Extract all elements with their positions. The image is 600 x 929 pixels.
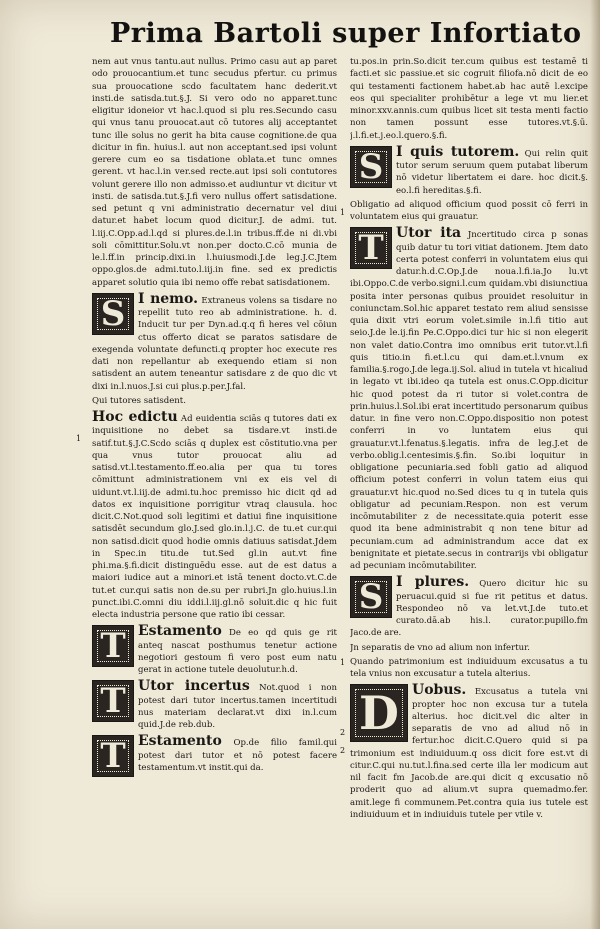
gloss-text: De eo qd quis ge rit anteq nascat posthumus tenetur actione negotiori gestoum fi vero post eum natu gerat in actione tutele deuolutur.h.d. (138, 628, 337, 675)
gloss-text: Jncertitudo circa p sonas quib datur tu tori vitiat dationem. Jtem dato certa potest conferri in voluntatem eius qui datur.h.d.C.Op.J.de noua.l.fi.ia.Jo lu.vt ibi.Oppo.C.de verbo.signi.l.cum quidam.vbi disiunctiua posita inter personas quibus prouidet resoluitur in coniunctam.Sol.hic apparet testato rem aliud sensisse quia dixit vtri eorum volet.simile in.l.fi titio aut seio.J.de le.ij.fin Pe.C.Oppo.dici tur hic si non elegerit non valet datio.Contra imo omnibus erit tutor.vt.l.fi quis titio.in fi.et.l.cu qui dam.et.l.vnum ex familia.§.rogo.J.de lega.ij.Sol. aliud in tutela vt hicaliud in legato vt ibi.ideo qa tutela est onus.C.Opp.dicitur hic quod potest da ri tutor si volet.contra de prin.huius.l.Sol.ibi erat incertitudo personarum quibus datur. in fine vero non.C.Oppo.dispositio non potest conferri in vo luntatem eius qui grauatur.vt.l.fenatus.§.legatis. infra de leg.J.et de verbo.oblig.l.centesimis.§.fin. So.ibi loquitur in obligatione pecuniaria.sed fobli gatio ad aliquod officium potest conferri in volun tatem eius qui grauatur.vt hic.quod no.Sed dices tu q in tutela quis obligatur ad pecuniam.Respon. non est verum incōmutabiliter z de necessitate.quia poterit esse quod ita bene administrabit q non tene bitur ad pecuniam.cum ad administrandum acce dat ex benignitate et pietate.secus in contrarijs vbi obligatur ad pecuniam incōmutabiliter. (350, 230, 588, 571)
margin-mark: 1 (340, 658, 346, 667)
gloss-paragraph (350, 642, 588, 654)
decorated-initial: T (92, 735, 134, 777)
gloss-text: Qui relin quit tutor serum seruum quem putabat liberum nō videtur libertatem ei dare. hoc dicit.§. eo.l.fi hereditas.§.fi. (396, 148, 588, 196)
margin-mark: 1 (340, 208, 346, 217)
decorated-initial: S (92, 293, 134, 335)
gloss-section (92, 409, 337, 621)
gloss-section (350, 574, 588, 639)
gloss-text: Not.quod i non potest dari tutor incertus.tamen incertitudi nus materiam declarat.vt dixi in.l.cum quid.J.de reb.dub. (138, 683, 337, 730)
gloss-text: Extraneus volens sa tisdare no repellit tuto reo ab administratione. h. d. Inducit tur per Dyn.ad.q.q fi heres vel cōiun ctus offerto dicat se paratos satisdare de exegenda voluntate defuncti.q propter hoc execute res dati non repellantur ab exequendo etiam si non satisdent an autem teneantur satisdare z de quo dic vt dixi in.l.nuos.J.si cui plus.p.per.J.fal. (92, 295, 337, 392)
running-head: Prima Bartoli super Infortiato (110, 18, 582, 49)
gloss-section (350, 682, 588, 821)
gloss-text: Jn separatis de vno ad alium non infertur. (350, 642, 530, 653)
lemma-heading: Uobus. (412, 682, 467, 699)
lemma-heading: Hoc edictu (92, 409, 178, 425)
lemma-heading: I nemo. (138, 290, 198, 307)
gloss-text: Excusatus a tutela vni propter hoc non excusa tur a tutela alterius. hoc dicit.vel dic alter in separatis de vno ad aliud nō in fertur.hoc dicit.C.Quero quid si pa trimonium est indiuiduum.q oss dicit fore est.vt di citur.C.qui nu.tut.l.fina.sed certe illa ler modicum aut nil facit fm Jacob.de are.qui dicit q excusatio nō proderit quo ad alium.vt supra quemadmo.fer. amit.lege fi communem.Pet.contra quia ius tutele est indiuiduum et in indiuiduis tutele per vtile v. (350, 687, 588, 820)
lemma-heading: Utor incertus (138, 678, 250, 695)
gloss-section (350, 144, 588, 197)
gloss-text: Op.de filio famil.qui potest dari tutor et nō potest facere testamentum.vt instit.qui da. (138, 738, 337, 773)
gloss-text: tu.pos.in prin.So.dicit ter.cum quibus est testamē ti facti.et sic passiue.et sic cogruit filiofa.nō dicit de eo qui testamenti factionem habet.ab hac autē l.excipe eos qui specialiter prohibētur a lege vt mu lier.et minor.xxv.annis.cum quibus licet sit testa menti factio non tamen possunt esse tutores.vt.§.ū. j.l.fi.et.j.eo.l.quero.§.fi. (350, 57, 588, 141)
gloss-section (92, 733, 337, 777)
lemma-heading: Estamento (138, 733, 222, 750)
gloss-text: Obligatio ad aliquod officium quod possit cō ferri in voluntatem eius qui grauatur. (350, 199, 588, 222)
gloss-paragraph (350, 656, 588, 681)
lemma-heading: Utor ita (396, 225, 462, 242)
gloss-text: Quando patrimonium est indiuiduum excusatus a tu tela vnius non excusatur a tutela alterius. (350, 656, 588, 679)
gloss-section (92, 291, 337, 393)
gloss-section (350, 225, 588, 572)
decorated-initial: S (350, 576, 392, 618)
decorated-initial: D (350, 684, 408, 742)
gloss-text: nem aut vnus tantu.aut nullus. Primo casu aut ap paret odo prouocantium.et tunc secudus pfertur. cu primus sua prouocatione scdo facultatem hanc dederit.vt insti.de satisda.tut.§.J. Si vero odo no apparet.tunc eligitur idoneior vt hac.l.quod si plu res.Secundo casu qui vnus tanu prouocat.aut cō tutores alij acceptantet tunc ille solus no gerit ha bita cause cognitione.de qua dicitur in fin. huius.l. aut non acceptant.sed ipsi volunt gerere cum eo sa tisdatione oblata.et tunc omnes gerent. vt hac.l.in ver.sed recte.aut ipsi soli contutores volunt gerere illo non admisso.et audiuntur vt dicitur vt insti. de satisda.tut.§.J.fi vero nullus offert satisdatione. sed petunt q vni administratio decernatur vel diui datur.et habet locum quod dicitur.J. de admi. tut. l.iij.C.Opp.ad.l.qd si plures.de.l.in tribus.ff.de ni di.vbi soli cōmittitur.Solu.vt non.per docto.C.cō munia de le.l.ff.in princip.dixi.in l.huiusmodi.J.de leg.J.C.Jtem oppo.glos.de admi.tuto.l.iij.in fine. sed ex predictis apparet solutio quia ibi nemo offe rebat satisdationem. (92, 57, 337, 288)
decorated-initial: S (350, 146, 392, 188)
lemma-heading: I plures. (396, 574, 470, 591)
gloss-paragraph (92, 395, 337, 407)
gloss-text: Ad euidentia sciās q tutores dati ex inquisitione no debet sa tisdare.vt insti.de satif.tut.§.J.C.Scdo sciās q duplex est cōstitutio.vna per qua vnus tutor prouocat aliu ad satisd.vt.l.testamento.ff.eo.alia per qua tu tores cōmittunt administrationem vni ex eis vel di uidunt.vt.l.iij.de admi.tu.hoc premisso hic dicit qd ad datos ex inquisitione porrigitur vtraq clausula. hoc dicit.C.Not.quod soli legitimi et datiui fine inquisitione satisdēt secundum glo.J.sed glo.in.l.j.C. de tu.et cur.qui non satisd.dicit quod hodie omnis datiuus satisdat.Jdem in Spec.in titu.de tut.Sed gl.in aut.vt fine phi.ma.§.fi.dicit distinguēdu esse. aut de est datus a maiori iudice aut a minori.et istā tenent docto.vt.C.de tut.et cur.qui satis non de.su per rubri.Jn glo.huius.l.in punct.ibi.C.omni diu iddi.l.iij.gl.nō soluit.dic q hic fuit electa industria persone que ratio ibi cessar. (92, 414, 337, 620)
gloss-text: Quero dicitur hic su peruacui.quid si fue rit petitus et datus. Respondeo nō va let.vt.J.de tuto.et curato.dā.ab his.l. curator.pupillo.fm Jaco.de are. (350, 579, 588, 639)
lemma-heading: I quis tutorem. (396, 143, 520, 160)
decorated-initial: T (92, 680, 134, 722)
lemma-heading: Estamento (138, 623, 222, 640)
margin-mark: 1 (76, 434, 82, 443)
gloss-paragraph (350, 199, 588, 224)
decorated-initial: T (350, 227, 392, 269)
gloss-paragraph (92, 56, 337, 289)
gloss-paragraph (350, 56, 588, 142)
margin-mark: 2 (340, 746, 346, 755)
gloss-section (92, 678, 337, 731)
right-column (350, 56, 588, 916)
margin-mark: 2 (340, 728, 346, 737)
left-column (92, 56, 337, 894)
gloss-section (92, 623, 337, 676)
decorated-initial: T (92, 625, 134, 667)
gloss-text: Qui tutores satisdent. (92, 395, 186, 406)
